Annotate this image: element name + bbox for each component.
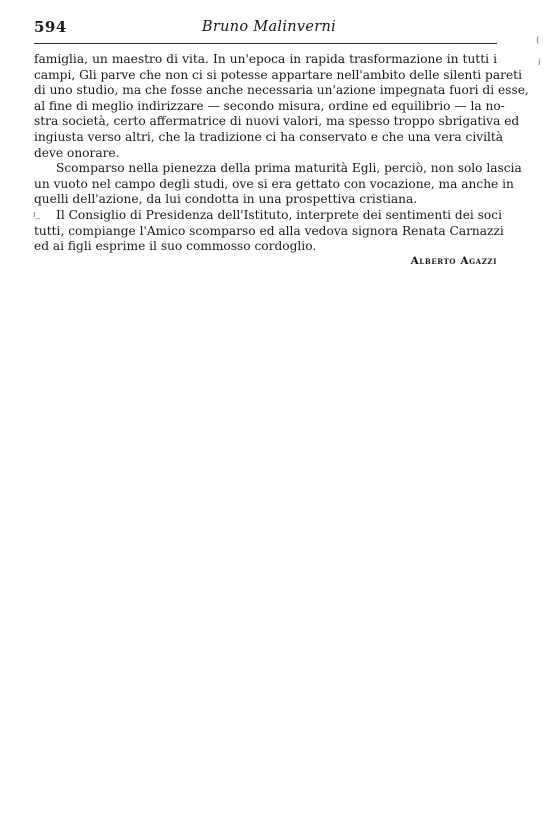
text-line: al fine di meglio indirizzare — secondo misura, ordine ed equilibrio — la no- xyxy=(34,98,505,113)
text-line: Il Consiglio di Presidenza dell'Istituto, interprete dei sentimenti dei soci xyxy=(56,207,502,222)
page-number: 594 xyxy=(34,18,67,36)
text-line: deve onorare. xyxy=(34,145,120,160)
text-line: ed ai figli esprime il suo commosso cordoglio. xyxy=(34,239,317,254)
header-rule xyxy=(34,43,497,44)
text-line: famiglia, un maestro di vita. In un'epoca in rapida trasformazione in tutti i xyxy=(34,52,497,66)
margin-mark-left: ı_ xyxy=(33,210,41,220)
text-line: un vuoto nel campo degli studi, ove si era gettato con vocazione, ma anche in xyxy=(34,176,514,191)
text-line: di uno studio, ma che fosse anche necessaria un'azione impegnata fuori di esse, xyxy=(34,83,529,98)
page-header xyxy=(34,18,504,40)
paragraph-3 xyxy=(34,207,504,255)
paragraph-1 xyxy=(34,52,529,161)
body-text xyxy=(34,52,529,255)
signature: Alberto Agazzi xyxy=(410,255,497,267)
text-line: tutti, compiange l'Amico scomparso ed alla vedova signora Renata Carnazzi xyxy=(34,223,504,238)
text-line: Scomparso nella pienezza della prima maturità Egli, perciò, non solo lascia xyxy=(56,161,522,176)
text-line: campi, Gli parve che non ci si potesse appartare nell'ambito delle silenti pareti xyxy=(34,67,522,82)
margin-mark-right-1: ( xyxy=(536,36,540,46)
text-line: quelli dell'azione, da lui condotta in una prospettiva cristiana. xyxy=(34,192,418,207)
text-line: stra società, certo affermatrice di nuovi valori, ma spesso troppo sbrigativa ed xyxy=(34,114,520,129)
text-line: ingiusta verso altri, che la tradizione ci ha conservato e che una vera civiltà xyxy=(34,129,504,144)
running-head: Bruno Malinverni xyxy=(201,19,337,35)
margin-mark-right-2: i xyxy=(538,58,541,68)
paragraph-2 xyxy=(34,161,522,208)
